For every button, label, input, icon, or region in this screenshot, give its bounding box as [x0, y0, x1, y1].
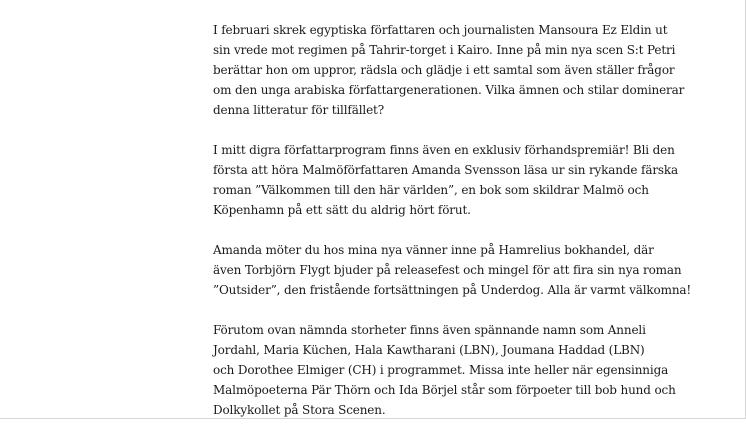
text-line: Förutom ovan nämnda storheter finns även spännande namn som Anneli [213, 323, 646, 337]
text-line: Malmöpoeterna Pär Thörn och Ida Börjel står som förpoeter till bob hund och [213, 383, 676, 397]
text-line: denna litteratur för tillfället? [213, 103, 385, 117]
text-line: även Torbjörn Flygt bjuder på releasefest och mingel för att fira sin nya roman [213, 263, 682, 277]
paragraph-program [213, 320, 676, 420]
text-line: Köpenhamn på ett sätt du aldrig hört förut. [213, 203, 471, 217]
text-line: roman ”Välkommen till den här världen”, en bok som skildrar Malmö och [213, 183, 649, 197]
text-line: berättar hon om uppror, rädsla och glädje i ett samtal som även ställer frågor [213, 63, 675, 77]
text-line: I mitt digra författarprogram finns även en exklusiv förhandspremiär! Bli den [213, 143, 675, 157]
text-line: första att höra Malmöförfattaren Amanda Svensson läsa ur sin rykande färska [213, 163, 679, 177]
text-line: Dolkykollet på Stora Scenen. [213, 403, 386, 417]
text-line: och Dorothee Elmiger (CH) i programmet. Missa inte heller när egensinniga [213, 363, 669, 377]
paragraph-hamrelius [213, 240, 692, 300]
text-line: Jordahl, Maria Küchen, Hala Kawtharani (LBN), Joumana Haddad (LBN) [213, 343, 645, 357]
text-line: sin vrede mot regimen på Tahrir-torget i Kairo. Inne på min nya scen S:t Petri [213, 43, 676, 57]
article-body [213, 0, 692, 440]
paragraph-mansoura [213, 20, 685, 120]
text-line: om den unga arabiska författargenerationen. Vilka ämnen och stilar dominerar [213, 83, 685, 97]
text-line: Amanda möter du hos mina nya vänner inne på Hamrelius bokhandel, där [213, 243, 654, 257]
text-line: I februari skrek egyptiska författaren och journalisten Mansoura Ez Eldin ut [213, 23, 668, 37]
paragraph-premiere [213, 140, 679, 220]
text-line: ”Outsider”, den fristående fortsättningen på Underdog. Alla är varmt välkomna! [213, 283, 692, 297]
